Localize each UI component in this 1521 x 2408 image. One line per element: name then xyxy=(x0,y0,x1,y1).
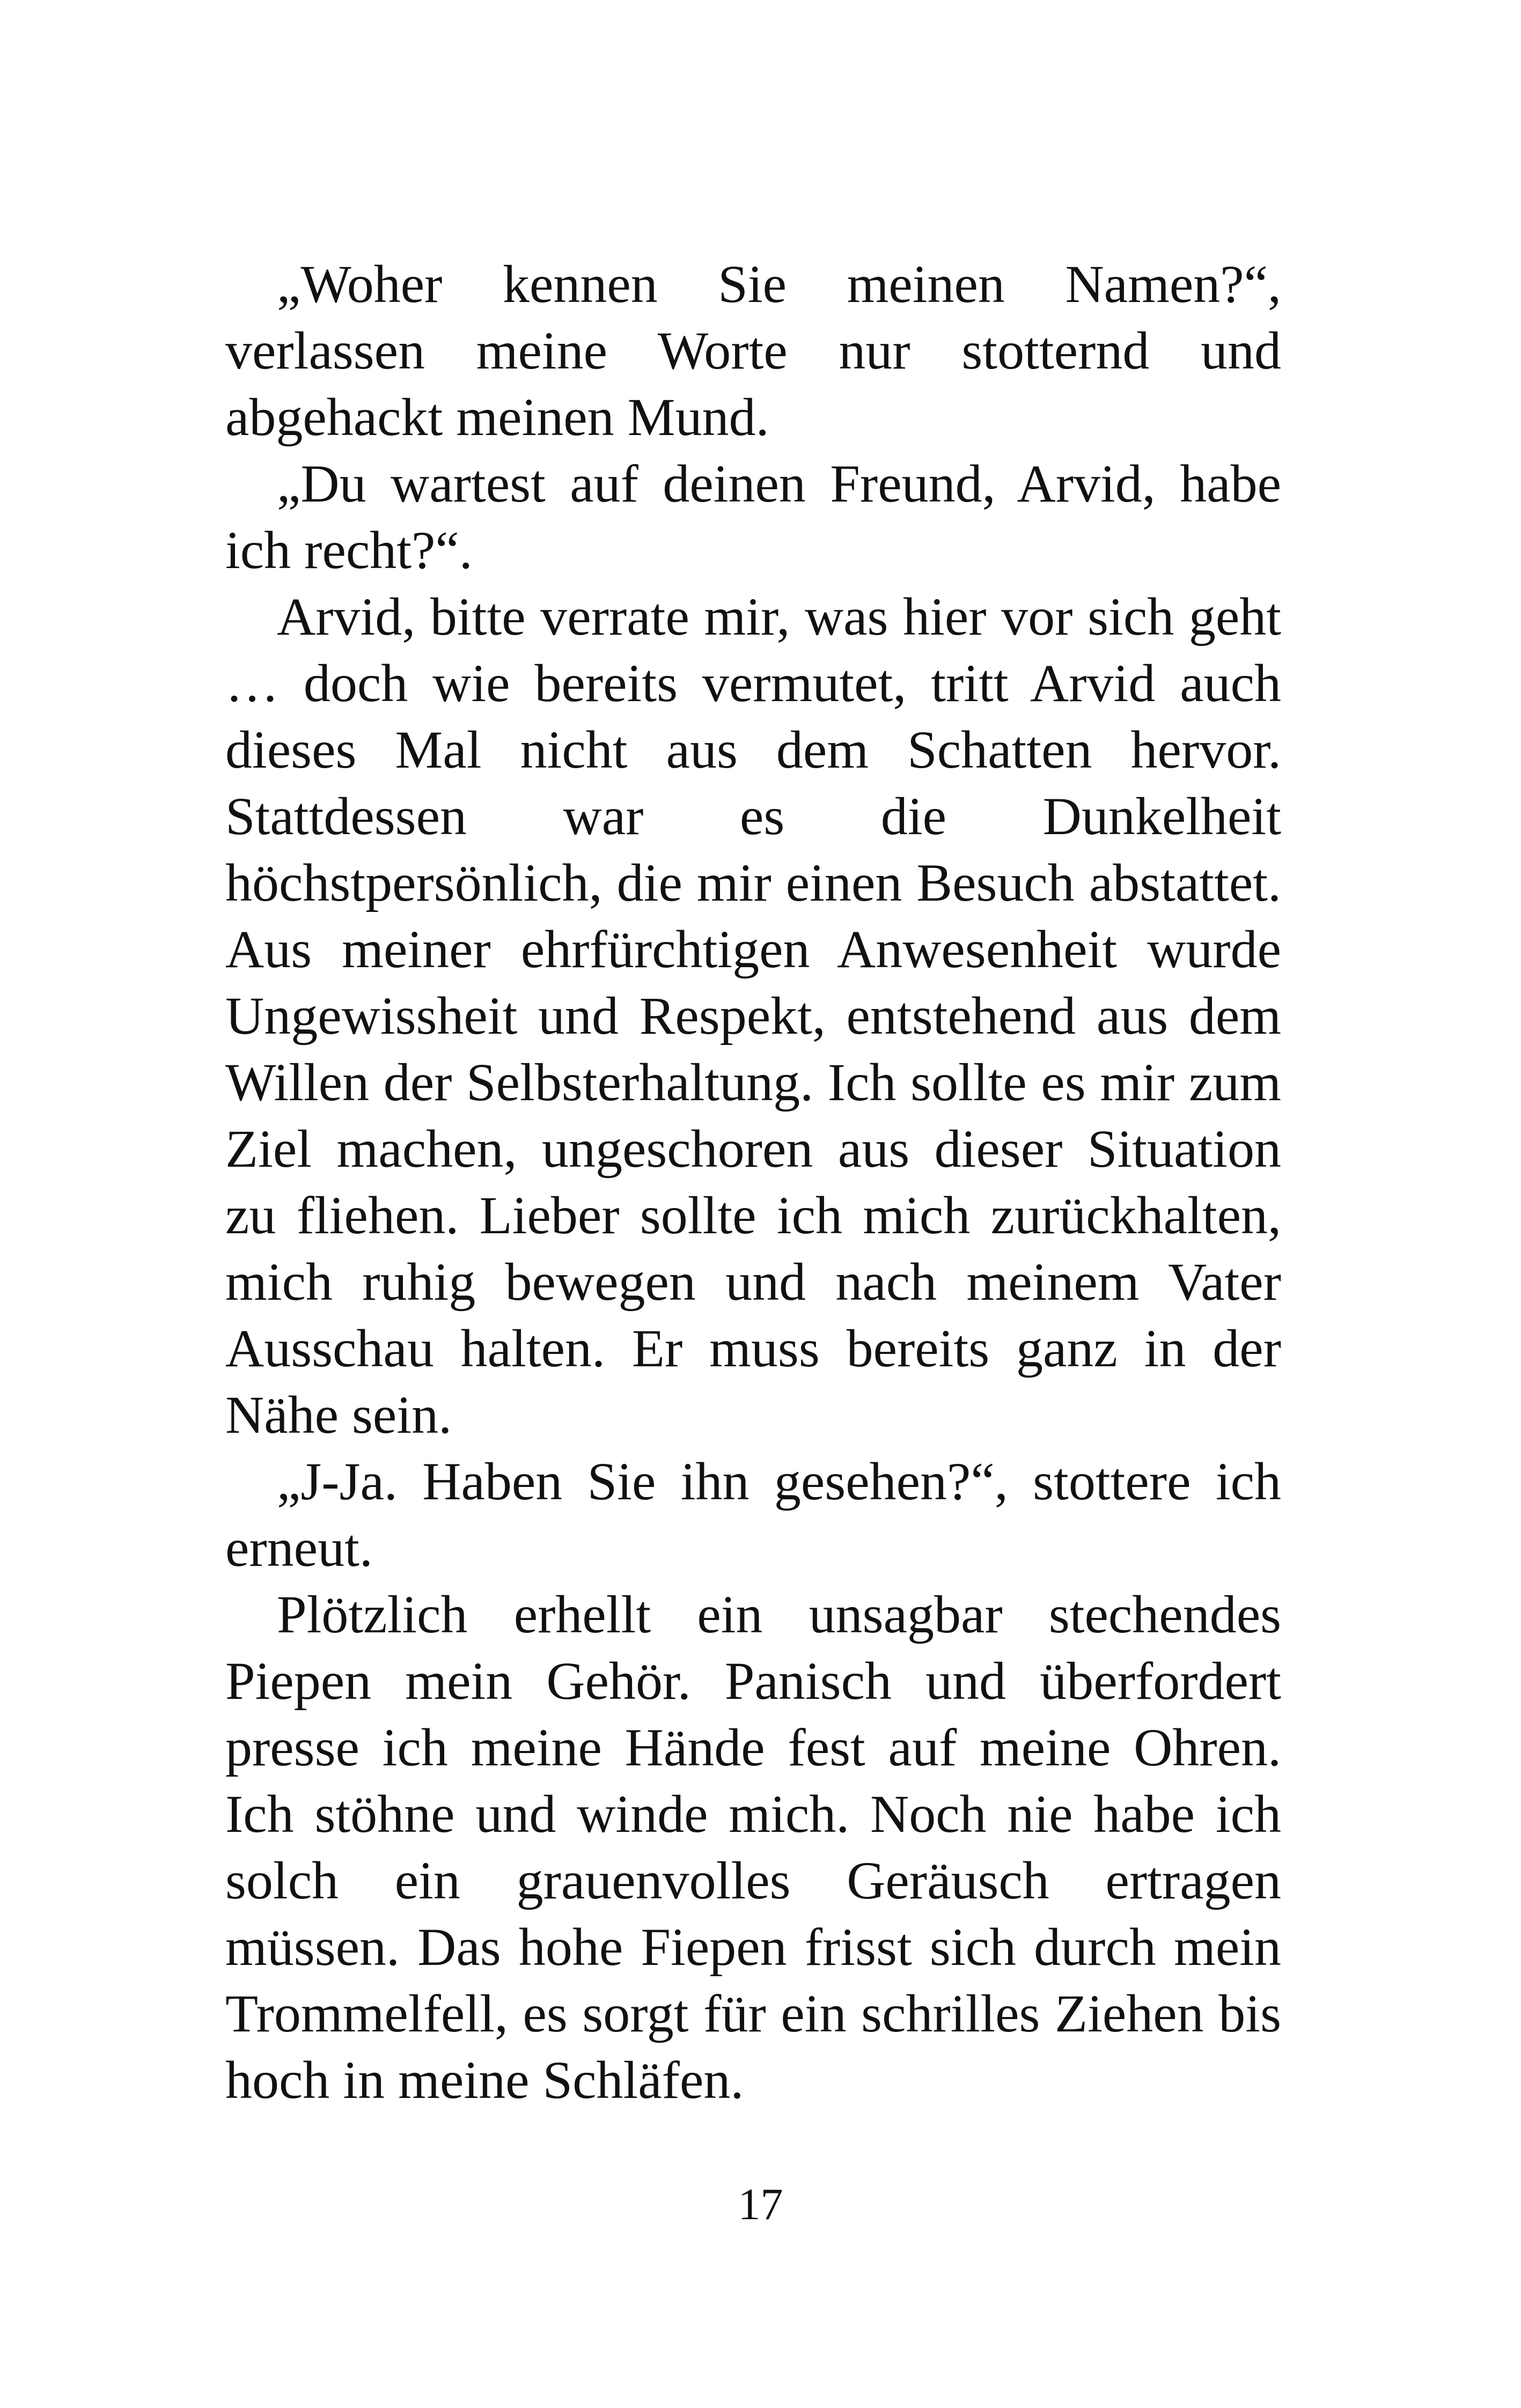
page-number: 17 xyxy=(738,2179,783,2229)
paragraph: „Woher kennen Sie meinen Namen?“, verlassen meine Worte nur stotternd und abgehackt meinen Mund. xyxy=(225,254,1281,447)
paragraph: „Du wartest auf deinen Freund, Arvid, habe ich recht?“. xyxy=(225,454,1281,580)
paragraph: Plötzlich erhellt ein unsagbar stechendes Piepen mein Gehör. Panisch und überfordert presse ich meine Hände fest auf meine Ohren. Ich stöhne und winde mich. Noch nie habe ich solch ein grauenvolles Geräusch ertragen müssen. Das hohe Fiepen frisst sich durch mein Trommelfell, es sorgt für ein schrilles Ziehen bis hoch in meine Schläfen. xyxy=(225,1585,1281,2110)
body-text xyxy=(225,251,1281,2114)
paragraph: „J-Ja. Haben Sie ihn gesehen?“, stottere ich erneut. xyxy=(225,1452,1281,1578)
paragraph: Arvid, bitte verrate mir, was hier vor sich geht … doch wie bereits vermutet, tritt Arvid auch dieses Mal nicht aus dem Schatten hervor. Stattdessen war es die Dunkelheit höchstpersönlich, die mir einen Besuch abstattet. Aus meiner ehrfürchtigen Anwesenheit wurde Ungewissheit und Respekt, entstehend aus dem Willen der Selbsterhaltung. Ich sollte es mir zum Ziel machen, ungeschoren aus dieser Situation zu fliehen. Lieber sollte ich mich zurückhalten, mich ruhig bewegen und nach meinem Vater Ausschau halten. Er muss bereits ganz in der Nähe sein. xyxy=(225,587,1281,1445)
